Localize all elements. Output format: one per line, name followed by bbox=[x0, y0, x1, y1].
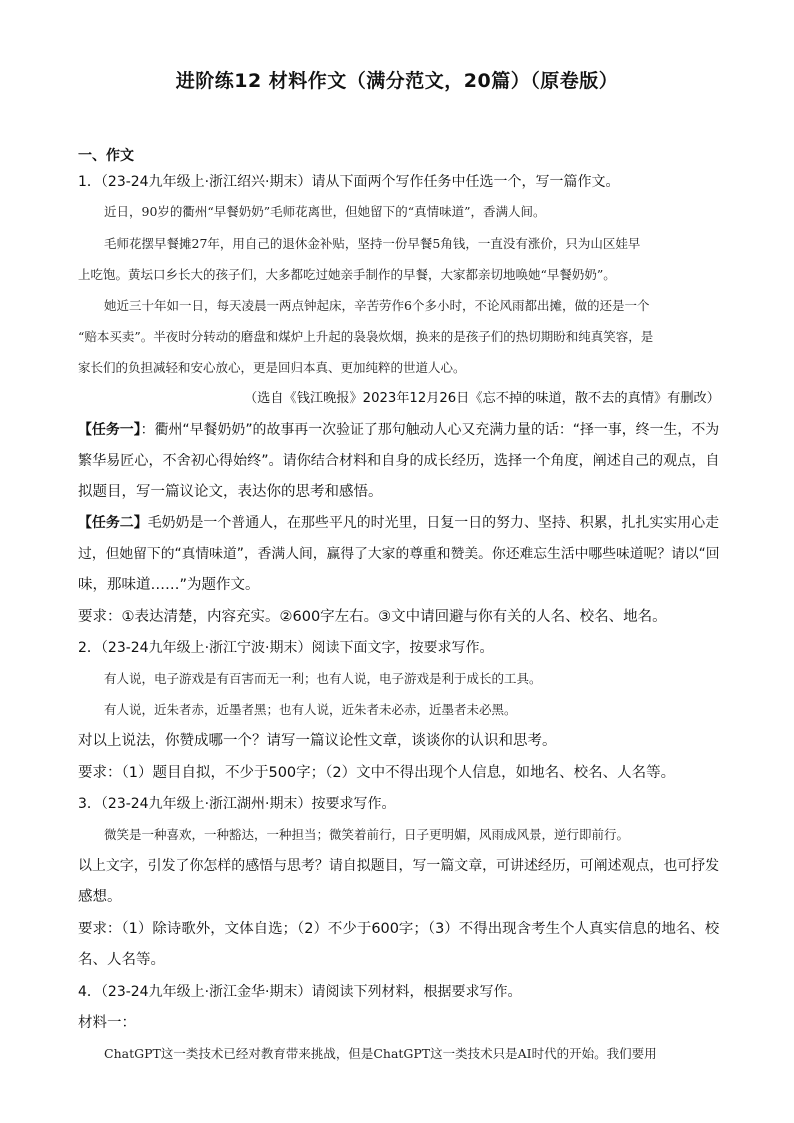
q1-material-line: “赔本买卖”。半夜时分转动的磨盘和煤炉上升起的袅袅炊烟，换来的是孩子们的热切期盼和纯真笑容，是 bbox=[78, 329, 654, 344]
q4-material-line: ChatGPT这一类技术已经对教育带来挑战，但是ChatGPT这一类技术只是AI时代的开始。我们要用 bbox=[104, 1046, 657, 1061]
page-title: 进阶练12 材料作文（满分范文，20篇）（原卷版） bbox=[175, 70, 619, 92]
q1-material-line: 家长们的负担减轻和安心放心，更是回归本真、更加纯粹的世道人心。 bbox=[78, 360, 466, 375]
q2-prompt: 对以上说法，你赞成哪一个？请写一篇议论性文章，谈谈你的认识和思考。 bbox=[78, 733, 557, 749]
question-1-stem: 1．（23-24九年级上·浙江绍兴·期末）请从下面两个写作任务中任选一个，写一篇作文。 bbox=[78, 174, 620, 190]
q1-material-line: 上吃饱。黄坛口乡长大的孩子们，大多都吃过她亲手制作的早餐，大家都亲切地唤她“早餐奶奶”。 bbox=[78, 267, 616, 282]
q3-prompt-line: 感想。 bbox=[78, 889, 122, 905]
q1-material-line: 毛师花摆早餐摊27年，用自己的退休金补贴，坚持一份早餐5角钱，一直没有涨价，只为山区娃早 bbox=[104, 236, 641, 251]
task-1-line: 拟题目，写一篇议论文，表达你的思考和感悟。 bbox=[78, 484, 383, 500]
task-1-line bbox=[78, 420, 719, 440]
question-3-stem: 3．（23-24九年级上·浙江湖州·期末）按要求写作。 bbox=[78, 796, 396, 812]
q3-prompt-line: 以上文字，引发了你怎样的感悟与思考？请自拟题目，写一篇文章，可讲述经历，可阐述观点，也可抒发 bbox=[78, 858, 720, 874]
question-2-stem: 2．（23-24九年级上·浙江宁波·期末）阅读下面文字，按要求写作。 bbox=[78, 640, 494, 656]
task-2-label: 【任务二】 bbox=[78, 515, 148, 531]
q3-requirement-line: 名、人名等。 bbox=[78, 952, 165, 968]
q3-material-line: 微笑是一种喜欢，一种豁达，一种担当；微笑着前行，日子更明媚，风雨成风景，逆行即前行。 bbox=[104, 827, 630, 842]
q2-material-line: 有人说，近朱者赤，近墨者黑；也有人说，近朱者未必赤，近墨者未必黑。 bbox=[104, 702, 517, 717]
task-2-text: 毛奶奶是一个普通人，在那些平凡的时光里，日复一日的努力、坚持、积累，扎扎实实用心走 bbox=[147, 515, 720, 531]
task-2-line: 味，那味道……”为题作文。 bbox=[78, 577, 260, 593]
task-2-line bbox=[78, 513, 719, 533]
q1-requirement: 要求：①表达清楚，内容充实。②600字左右。③文中请回避与你有关的人名、校名、地名。 bbox=[78, 609, 667, 625]
task-1-text: ：衢州“早餐奶奶”的故事再一次验证了那句触动人心又充满力量的话：“择一事，终一生，不为 bbox=[140, 422, 720, 438]
question-4-stem: 4．（23-24九年级上·浙江金华·期末）请阅读下列材料，根据要求写作。 bbox=[78, 984, 522, 1000]
q1-source: （选自《钱江晚报》2023年12月26日《忘不掉的味道，散不去的真情》有删改） bbox=[244, 391, 720, 406]
task-2-line: 过，但她留下的“真情味道”，香满人间，赢得了大家的尊重和赞美。你还难忘生活中哪些味道呢？请以“回 bbox=[78, 546, 720, 562]
q1-material-line: 她近三十年如一日，每天凌晨一两点钟起床，辛苦劳作6个多小时，不论风雨都出摊，做的还是一个 bbox=[104, 298, 650, 313]
task-1-line: 繁华易匠心，不舍初心得始终”。请你结合材料和自身的成长经历，选择一个角度，阐述自己的观点，自 bbox=[78, 453, 720, 469]
section-heading: 一、作文 bbox=[78, 148, 134, 164]
task-1-label: 【任务一】 bbox=[78, 422, 141, 438]
q2-requirement: 要求：（1）题目自拟，不少于500字；（2）文中不得出现个人信息，如地名、校名、人名等。 bbox=[78, 765, 676, 781]
q4-material-label: 材料一： bbox=[78, 1015, 136, 1031]
q3-requirement-line: 要求：（1）除诗歌外，文体自选；（2）不少于600字；（3）不得出现含考生个人真实信息的地名、校 bbox=[78, 921, 720, 937]
q2-material-line: 有人说，电子游戏是有百害而无一利；也有人说，电子游戏是利于成长的工具。 bbox=[104, 671, 542, 686]
q1-material-line: 近日，90岁的衢州“早餐奶奶”毛师花离世，但她留下的“真情味道”，香满人间。 bbox=[104, 204, 546, 219]
